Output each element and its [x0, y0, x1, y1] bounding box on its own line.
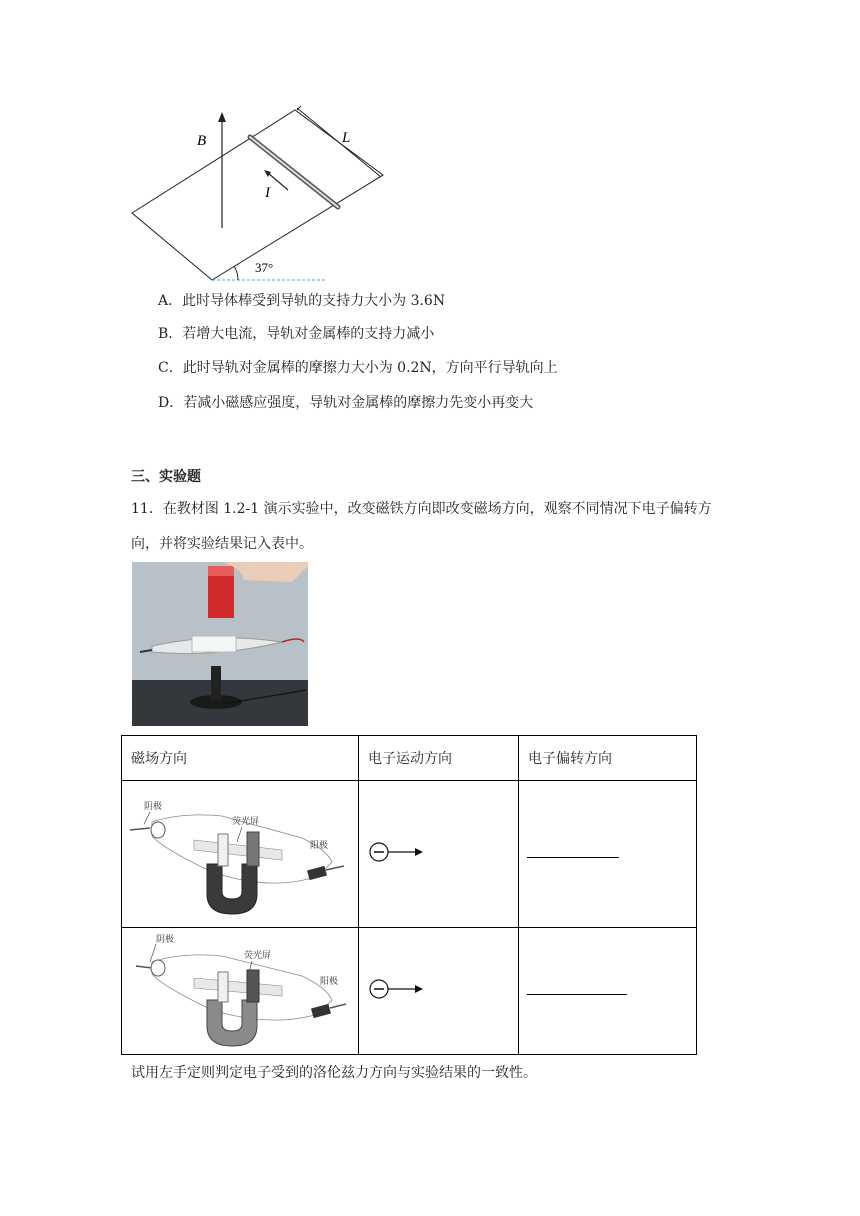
label-i: I [265, 185, 270, 201]
table-row [122, 781, 697, 928]
footer-question: 试用左手定则判定电子受到的洛伦兹力方向与实验结果的一致性。 [131, 1065, 537, 1081]
deflection-answer-cell [519, 928, 697, 1055]
svg-text:阳极: 阳极 [310, 841, 329, 851]
answer-blank-2[interactable] [527, 993, 627, 995]
length-dimension [295, 112, 377, 180]
tube-diagram-1 [122, 782, 352, 922]
incline-rail-figure [125, 100, 395, 290]
tube-diagram-cell [122, 781, 359, 928]
tube-diagram-2 [122, 928, 352, 1050]
electron-motion-cell [359, 781, 519, 928]
question-11: 11．在教材图 1.2-1 演示实验中，改变磁铁方向即改变磁场方向，观察不同情况下电子偏转方向，并将实验结果记入表中。 [131, 501, 712, 552]
section-title: 三、实验题 [131, 469, 201, 485]
option-b: B．若增大电流，导轨对金属棒的支持力减小 [158, 326, 435, 342]
experiment-photo [132, 562, 308, 726]
answer-blank-1[interactable] [527, 856, 619, 858]
option-d: D．若减小磁感应强度，导轨对金属棒的摩擦力先变小再变大 [158, 395, 534, 411]
electron-motion-cell [359, 928, 519, 1055]
experiment-table [121, 735, 697, 1055]
deflection-answer-cell [519, 781, 697, 928]
table-header-row [122, 736, 697, 781]
label-l: L [342, 130, 351, 146]
table-row [122, 928, 697, 1055]
svg-text:阴极: 阴极 [156, 935, 175, 945]
electron-arrow-1 [359, 832, 509, 872]
option-c: C．此时导轨对金属棒的摩擦力大小为 0.2N，方向平行导轨向上 [158, 360, 558, 376]
svg-text:荧光屏: 荧光屏 [244, 951, 272, 961]
header-electron-motion: 电子运动方向 [359, 736, 519, 781]
label-b: B [197, 133, 207, 149]
current-arrow [268, 173, 288, 190]
svg-text:阳极: 阳极 [320, 977, 339, 987]
angle-label: 37° [255, 260, 274, 275]
svg-text:阴极: 阴极 [144, 802, 163, 812]
tube-diagram-cell [122, 928, 359, 1055]
svg-text:荧光屏: 荧光屏 [232, 817, 260, 827]
header-electron-deflection: 电子偏转方向 [519, 736, 697, 781]
option-a: A．此时导体棒受到导轨的支持力大小为 3.6N [158, 293, 446, 309]
header-magnetic-direction: 磁场方向 [122, 736, 359, 781]
electron-arrow-2 [359, 969, 509, 1009]
